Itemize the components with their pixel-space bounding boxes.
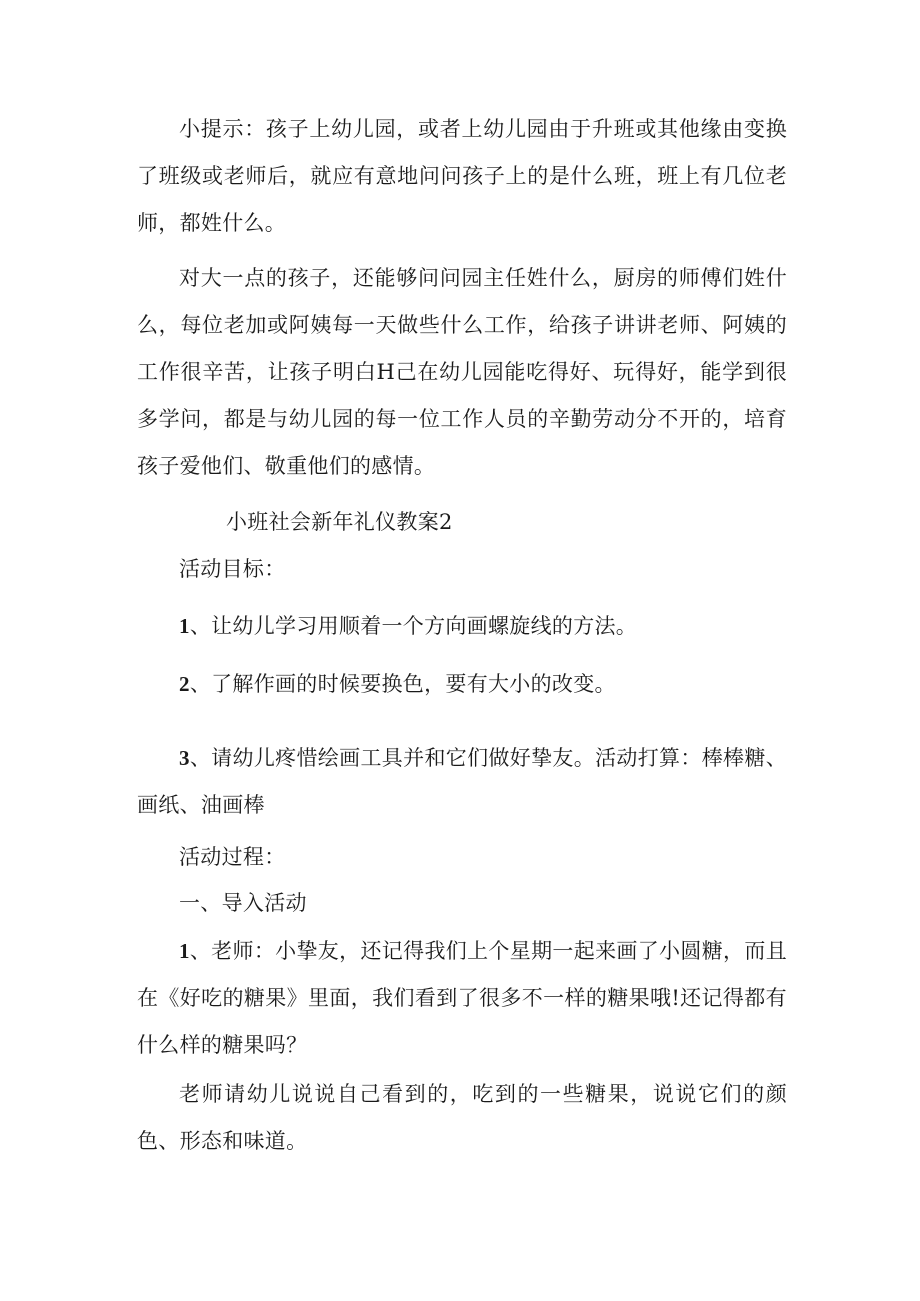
tip-paragraph: 小提示：孩子上幼儿园，或者上幼儿园由于升班或其他缘由变换了班级或老师后，就应有意地问问孩子上的是什么班，班上有几位老师，都姓什么。 bbox=[137, 117, 787, 235]
goals-heading: 活动目标： bbox=[179, 557, 286, 581]
section-heading-intro: 一、导入活动 bbox=[179, 891, 307, 915]
process-heading: 活动过程： bbox=[179, 845, 286, 869]
goal-item-2 bbox=[179, 670, 616, 698]
goal-number: 2 bbox=[179, 672, 190, 696]
goal-text: 、了解作画的时候要换色，要有大小的改变。 bbox=[189, 672, 616, 696]
lesson-title: 小班社会新年礼仪教案2 bbox=[226, 510, 453, 534]
goal-item-1 bbox=[179, 612, 637, 640]
goal-number: 3 bbox=[179, 746, 190, 770]
goal-text: 、请幼儿疼惜绘画工具并和它们做好挚友。活动打算：棒棒糖、画纸、油画棒 bbox=[137, 746, 787, 817]
followup-paragraph: 老师请幼儿说说自己看到的，吃到的一些糖果，说说它们的颜色、形态和味道。 bbox=[137, 1082, 787, 1153]
goal-number: 1 bbox=[179, 614, 190, 638]
goal-text: 、让幼儿学习用顺着一个方向画螺旋线的方法。 bbox=[189, 614, 638, 638]
step-1-paragraph bbox=[137, 928, 787, 1069]
goal-item-3 bbox=[137, 735, 787, 829]
advice-paragraph: 对大一点的孩子，还能够问问园主任姓什么，厨房的师傅们姓什么，每位老加或阿姨每一天做些什么工作，给孩子讲讲老师、阿姨的工作很辛苦，让孩子明白H己在幼儿园能吃得好、玩得好，能学到很多学问，都是与幼儿园的每一位工作人员的辛勤劳动分不开的，培育孩子爱他们、敬重他们的感情。 bbox=[137, 266, 787, 478]
step-number: 1 bbox=[179, 939, 190, 963]
step-text: 、老师：小挚友，还记得我们上个星期一起来画了小圆糖，而且在《好吃的糖果》里面，我们看到了很多不一样的糖果哦!还记得都有什么样的糖果吗？ bbox=[137, 939, 787, 1057]
